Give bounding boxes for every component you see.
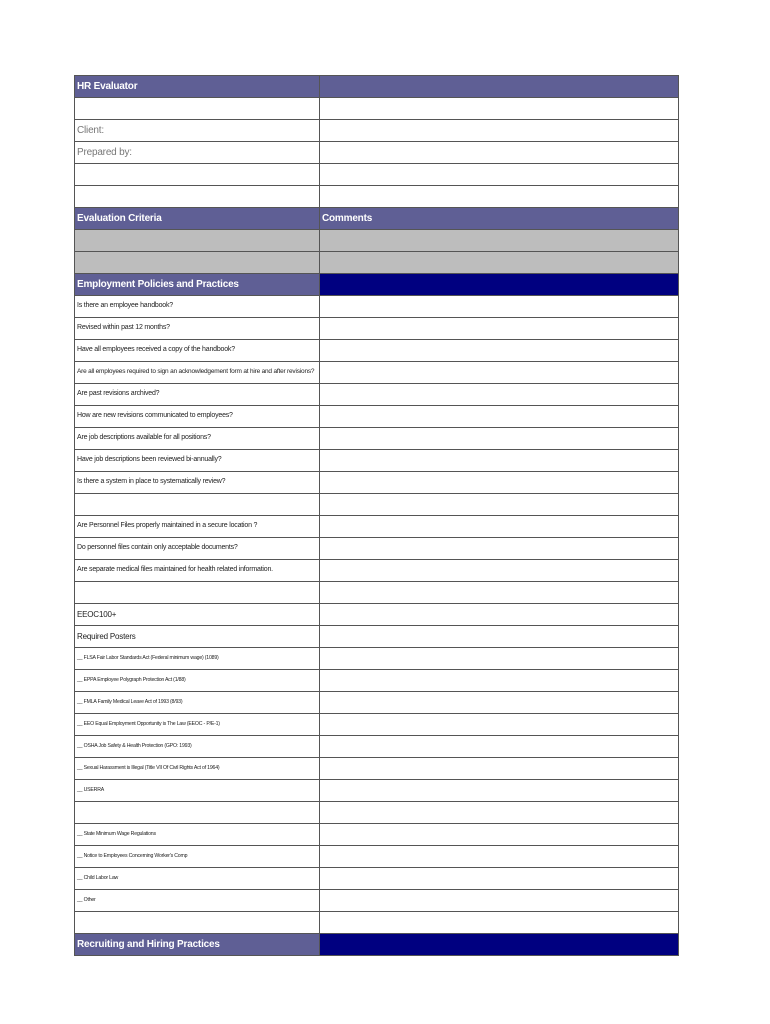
section-comment-cell[interactable] xyxy=(320,934,678,955)
section-comment-cell[interactable] xyxy=(320,274,678,295)
question-cell[interactable] xyxy=(75,296,320,317)
poster-item: __ EEO Equal Employment Opportunity is The Law (EEOC - P/E-1) xyxy=(77,721,220,727)
question-text: Revised within past 12 months? xyxy=(77,324,170,331)
required-posters-row xyxy=(75,626,678,648)
comment-cell[interactable] xyxy=(320,428,678,449)
comment-cell[interactable] xyxy=(320,802,678,823)
question-row xyxy=(75,538,678,560)
comment-cell[interactable] xyxy=(320,472,678,493)
comment-cell[interactable] xyxy=(320,450,678,471)
question-text: Is there a system in place to systematically review? xyxy=(77,478,226,485)
grey-cell[interactable] xyxy=(320,252,678,273)
blank-row xyxy=(75,802,678,824)
comment-cell[interactable] xyxy=(320,604,678,625)
section-header-cell[interactable] xyxy=(75,934,320,955)
poster-cell[interactable] xyxy=(75,758,320,779)
question-text: Have all employees received a copy of the handbook? xyxy=(77,346,235,353)
question-cell[interactable] xyxy=(75,406,320,427)
criteria-column-header: Evaluation Criteria xyxy=(77,213,162,224)
poster-row xyxy=(75,890,678,912)
criteria-cell[interactable] xyxy=(75,164,320,185)
prepared-by-value-cell[interactable] xyxy=(320,142,678,163)
comment-cell[interactable] xyxy=(320,890,678,911)
question-row xyxy=(75,516,678,538)
question-row xyxy=(75,560,678,582)
question-cell[interactable] xyxy=(75,472,320,493)
blank-row xyxy=(75,98,678,120)
comment-cell[interactable] xyxy=(320,582,678,603)
comment-cell[interactable] xyxy=(320,648,678,669)
comment-cell[interactable] xyxy=(320,164,678,185)
grey-cell[interactable] xyxy=(75,230,320,251)
comment-cell[interactable] xyxy=(320,538,678,559)
grey-cell[interactable] xyxy=(75,252,320,273)
poster-cell[interactable] xyxy=(75,846,320,867)
criteria-header-cell[interactable] xyxy=(75,208,320,229)
comment-cell[interactable] xyxy=(320,340,678,361)
comment-cell[interactable] xyxy=(320,846,678,867)
poster-item: __ Other xyxy=(77,897,96,903)
poster-cell[interactable] xyxy=(75,670,320,691)
question-cell[interactable] xyxy=(75,384,320,405)
comment-cell[interactable] xyxy=(320,824,678,845)
question-row xyxy=(75,362,678,384)
question-row xyxy=(75,340,678,362)
blank-row xyxy=(75,164,678,186)
poster-row xyxy=(75,648,678,670)
section-row-employment xyxy=(75,274,678,296)
comment-cell[interactable] xyxy=(320,912,678,933)
comment-cell[interactable] xyxy=(320,758,678,779)
client-label: Client: xyxy=(77,125,104,136)
sheet-title: HR Evaluator xyxy=(77,81,138,92)
comment-cell[interactable] xyxy=(320,626,678,647)
poster-item: __ State Minimum Wage Regulations xyxy=(77,831,156,837)
question-row xyxy=(75,450,678,472)
title-row xyxy=(75,76,678,98)
question-row xyxy=(75,384,678,406)
criteria-cell[interactable] xyxy=(75,98,320,119)
poster-item: __ FMLA Family Medical Leave Act of 1993 (8/93) xyxy=(77,699,183,705)
poster-item: __ Notice to Employees Concerning Worker's Comp xyxy=(77,853,188,859)
blank-row xyxy=(75,494,678,516)
blank-row xyxy=(75,912,678,934)
poster-item: __ EPPA Employee Polygraph Protection Act (1/88) xyxy=(77,677,186,683)
required-posters-cell[interactable] xyxy=(75,626,320,647)
question-text: Are separate medical files maintained for health related information. xyxy=(77,566,273,573)
question-text: Do personnel files contain only acceptable documents? xyxy=(77,544,238,551)
comment-cell[interactable] xyxy=(320,296,678,317)
comment-cell[interactable] xyxy=(320,186,678,207)
section-title-employment: Employment Policies and Practices xyxy=(77,279,239,290)
client-row xyxy=(75,120,678,142)
comment-cell[interactable] xyxy=(320,362,678,383)
question-text: How are new revisions communicated to employees? xyxy=(77,412,233,419)
poster-cell[interactable] xyxy=(75,648,320,669)
comment-cell[interactable] xyxy=(320,98,678,119)
question-text: Have job descriptions been reviewed bi-annually? xyxy=(77,456,222,463)
required-posters-title: Required Posters xyxy=(77,632,136,641)
question-cell[interactable] xyxy=(75,340,320,361)
comment-cell[interactable] xyxy=(320,868,678,889)
criteria-cell[interactable] xyxy=(75,186,320,207)
comment-cell[interactable] xyxy=(320,736,678,757)
comment-cell[interactable] xyxy=(320,384,678,405)
section-row-recruiting xyxy=(75,934,678,956)
question-row xyxy=(75,318,678,340)
poster-item: __ Child Labor Law xyxy=(77,875,119,881)
title-comment-cell[interactable] xyxy=(320,76,678,97)
client-cell[interactable] xyxy=(75,120,320,141)
poster-row xyxy=(75,868,678,890)
poster-row xyxy=(75,736,678,758)
poster-row xyxy=(75,758,678,780)
question-row xyxy=(75,472,678,494)
poster-cell[interactable] xyxy=(75,714,320,735)
client-value-cell[interactable] xyxy=(320,120,678,141)
eeoc-label: EEOC xyxy=(77,610,99,619)
grey-row xyxy=(75,230,678,252)
comments-header-cell[interactable] xyxy=(320,208,678,229)
question-text: Are Personnel Files properly maintained in a secure location ? xyxy=(77,522,258,529)
poster-row xyxy=(75,846,678,868)
prepared-by-cell[interactable] xyxy=(75,142,320,163)
question-cell[interactable] xyxy=(75,362,320,383)
title-cell[interactable] xyxy=(75,76,320,97)
comment-cell[interactable] xyxy=(320,560,678,581)
comment-cell[interactable] xyxy=(320,406,678,427)
question-row xyxy=(75,428,678,450)
grey-row xyxy=(75,252,678,274)
poster-row xyxy=(75,670,678,692)
question-row xyxy=(75,296,678,318)
question-text: Are past revisions archived? xyxy=(77,390,160,397)
poster-cell[interactable] xyxy=(75,890,320,911)
criteria-cell[interactable] xyxy=(75,912,320,933)
poster-item: __ FLSA Fair Labor Standards Act (Federal minimum wage) (1089) xyxy=(77,655,219,661)
comment-cell[interactable] xyxy=(320,714,678,735)
poster-cell[interactable] xyxy=(75,824,320,845)
comments-column-header: Comments xyxy=(322,213,373,224)
comment-cell[interactable] xyxy=(320,692,678,713)
question-cell[interactable] xyxy=(75,428,320,449)
eeoc-row xyxy=(75,604,678,626)
eeoc-value: 100+ xyxy=(99,610,117,619)
question-cell[interactable] xyxy=(75,516,320,537)
eeoc-cell[interactable] xyxy=(75,604,320,625)
poster-row xyxy=(75,692,678,714)
poster-row xyxy=(75,780,678,802)
poster-cell[interactable] xyxy=(75,692,320,713)
poster-row xyxy=(75,714,678,736)
poster-row xyxy=(75,824,678,846)
criteria-cell[interactable] xyxy=(75,494,320,515)
question-text: Is there an employee handbook? xyxy=(77,302,173,309)
poster-item: __ OSHA Job Safety & Health Protection (GPO: 1993) xyxy=(77,743,192,749)
question-cell[interactable] xyxy=(75,538,320,559)
comment-cell[interactable] xyxy=(320,494,678,515)
prepared-by-row xyxy=(75,142,678,164)
grey-cell[interactable] xyxy=(320,230,678,251)
prepared-by-label: Prepared by: xyxy=(77,147,132,158)
section-title-recruiting: Recruiting and Hiring Practices xyxy=(77,939,220,950)
criteria-cell[interactable] xyxy=(75,582,320,603)
section-header-cell[interactable] xyxy=(75,274,320,295)
comment-cell[interactable] xyxy=(320,516,678,537)
poster-cell[interactable] xyxy=(75,780,320,801)
hr-evaluator-sheet xyxy=(74,75,679,956)
comment-cell[interactable] xyxy=(320,670,678,691)
question-cell[interactable] xyxy=(75,318,320,339)
poster-cell[interactable] xyxy=(75,868,320,889)
question-cell[interactable] xyxy=(75,450,320,471)
question-text: Are all employees required to sign an acknowledgement form at hire and after revisions? xyxy=(77,368,315,375)
comment-cell[interactable] xyxy=(320,318,678,339)
poster-cell[interactable] xyxy=(75,736,320,757)
poster-item: __ Sexual Harassment is Illegal (Title VII Of Civil Rights Act of 1964) xyxy=(77,765,220,771)
comment-cell[interactable] xyxy=(320,780,678,801)
criteria-cell[interactable] xyxy=(75,802,320,823)
blank-row xyxy=(75,186,678,208)
question-row xyxy=(75,406,678,428)
blank-row xyxy=(75,582,678,604)
question-text: Are job descriptions available for all positions? xyxy=(77,434,211,441)
poster-item: __ USERRA xyxy=(77,787,105,793)
column-header-row xyxy=(75,208,678,230)
question-cell[interactable] xyxy=(75,560,320,581)
